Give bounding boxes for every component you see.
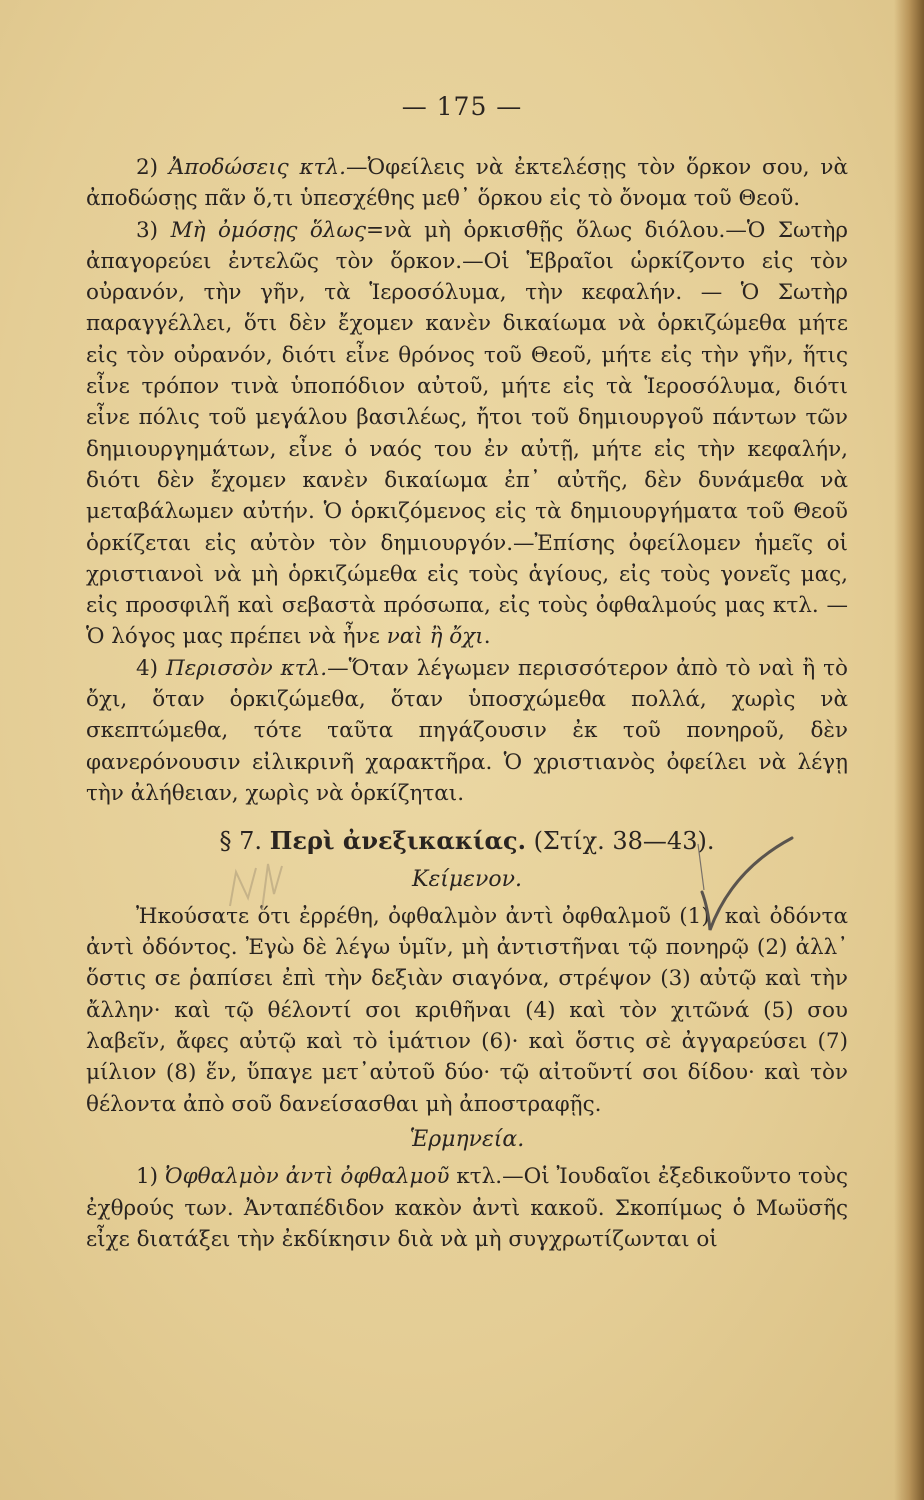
page-text [86,152,848,1255]
text-heading: Κείμενον. [412,866,522,892]
term: Μὴ ὀμόσῃς ὅλως [170,217,367,243]
interpretation-paragraph-1: 1) Ὀφθαλμὸν ἀντὶ ὀφθαλμοῦ κτλ.—Οἱ Ἰουδαῖοι ἐξεδικοῦντο τοὺς ἐχθρούς των. Ἀνταπέδιδον κακὸν ἀντὶ κακοῦ. Σκοπίμως ὁ Μωϋσῆς εἶχε διατάξει τὴν ἐκδίκησιν διὰ νὰ μὴ συγχρωτίζωνται οἱ [86,1164,848,1252]
scripture-text: Ἠκούσατε ὅτι ἐρρέθη, ὀφθαλμὸν ἀντὶ ὀφθαλμοῦ (1), καὶ ὀδόντα ἀντὶ ὀδόντος. Ἐγὼ δὲ λέγω ὑμῖν, μὴ ἀντιστῆναι τῷ πονηρῷ (2) ἀλλ᾽ ὅστις σε ῥαπίσει ἐπὶ τὴν δεξιὰν σιαγόνα, στρέψον (3) αὐτῷ καὶ τὴν ἄλλην· καὶ τῷ θέλοντί σοι κριθῆναι (4) καὶ τὸν χιτῶνά (5) σου λαβεῖν, ἄφες αὐτῷ καὶ τὸ ἱμάτιον (6)· καὶ ὅστις σὲ ἀγγαρεύσει (7) μίλιον (8) ἕν, ὕπαγε μετ᾽αὐτοῦ δύο· τῷ αἰτοῦντί σοι δίδου· καὶ τὸν θέλοντα ἀπὸ σοῦ δανείσασθαι μὴ ἀποστραφῇς. [86,903,848,1117]
section-heading: § 7. Περὶ ἀνεξικακίας. (Στίχ. 38—43). [219,826,715,856]
paragraph-4: 4) Περισσὸν κτλ.—Ὅταν λέγωμεν περισσότερον ἀπὸ τὸ ναὶ ἢ τὸ ὄχι, ὅταν ὁρκιζώμεθα, ὅταν ὑποσχώμεθα πολλά, χωρὶς νὰ σκεπτώμεθα, τότε ταῦτα πηγάζουσιν ἐκ τοῦ πονηροῦ, δὲν φανερόνουσιν εἰλικρινῆ χαρακτῆρα. Ὁ χριστιανὸς ὀφείλει νὰ λέγῃ τὴν ἀλήθειαν, χωρὶς νὰ ὁρκίζηται. [86,655,848,806]
term: Ἀποδώσεις κτλ. [168,155,346,180]
interpretation-heading: Ἑρμηνεία. [409,1126,525,1152]
paragraph-2: 2) Ἀποδώσεις κτλ.—Ὀφείλεις νὰ ἐκτελέσῃς τὸν ὅρκον σου, νὰ ἀποδώσῃς πᾶν ὅ,τι ὑπεσχέθης μεθ᾽ ὅρκου εἰς τὸ ὄνομα τοῦ Θεοῦ. [86,155,848,212]
pencil-check-mark [680,830,800,940]
term: Περισσὸν κτλ. [165,655,328,681]
page-number: — 175 — [401,92,523,121]
term: Ὀφθαλμὸν ἀντὶ ὀφθαλμοῦ [164,1164,450,1190]
paragraph-3: 3) Μὴ ὀμόσῃς ὅλως=νὰ μὴ ὁρκισθῇς ὅλως διόλου.—Ὁ Σωτὴρ ἀπαγορεύει ἐντελῶς τὸν ὅρκον.—Οἱ Ἑβραῖοι ὡρκίζοντο εἰς τὸν οὐρανόν, τὴν γῆν, τὰ Ἱεροσόλυμα, τὴν κεφαλήν. — Ὁ Σωτὴρ παραγγέλλει, ὅτι δὲν ἔχομεν κανὲν δικαίωμα νὰ ὁρκιζώμεθα μήτε εἰς τὸν οὐρανόν, διότι εἶνε θρόνος τοῦ Θεοῦ, μήτε εἰς τὴν γῆν, ἥτις εἶνε τρόπον τινὰ ὑποπόδιον αὐτοῦ, μήτε εἰς τὰ Ἱεροσόλυμα, διότι εἶνε πόλις τοῦ μεγάλου βασιλέως, ἤτοι τοῦ δημιουργοῦ πάντων τῶν δημιουργημάτων, εἶνε ὁ ναός του ἐν αὐτῇ, μήτε εἰς τὴν κεφαλήν, διότι δὲν ἔχομεν κανὲν δικαίωμα ἐπ᾽ αὐτῆς, δὲν δυνάμεθα νὰ μεταβάλωμεν αὐτήν. Ὁ ὁρκιζόμενος εἰς τὰ δημιουργήματα τοῦ Θεοῦ ὁρκίζεται εἰς αὐτὸν τὸν δημιουργόν.—Ἐπίσης ὀφείλομεν ἡμεῖς οἱ χριστιανοὶ νὰ μὴ ὁρκιζώμεθα εἰς τοὺς ἁγίους, εἰς τοὺς γονεῖς μας, εἰς προσφιλῆ καὶ σεβαστὰ πρόσωπα, εἰς τοὺς ὀφθαλμούς μας κτλ. —Ὁ λόγος μας πρέπει νὰ ἦνε ναὶ ἢ ὄχι. [86,217,849,650]
page-edge-shadow [894,0,924,1500]
pencil-scribble [222,858,292,918]
